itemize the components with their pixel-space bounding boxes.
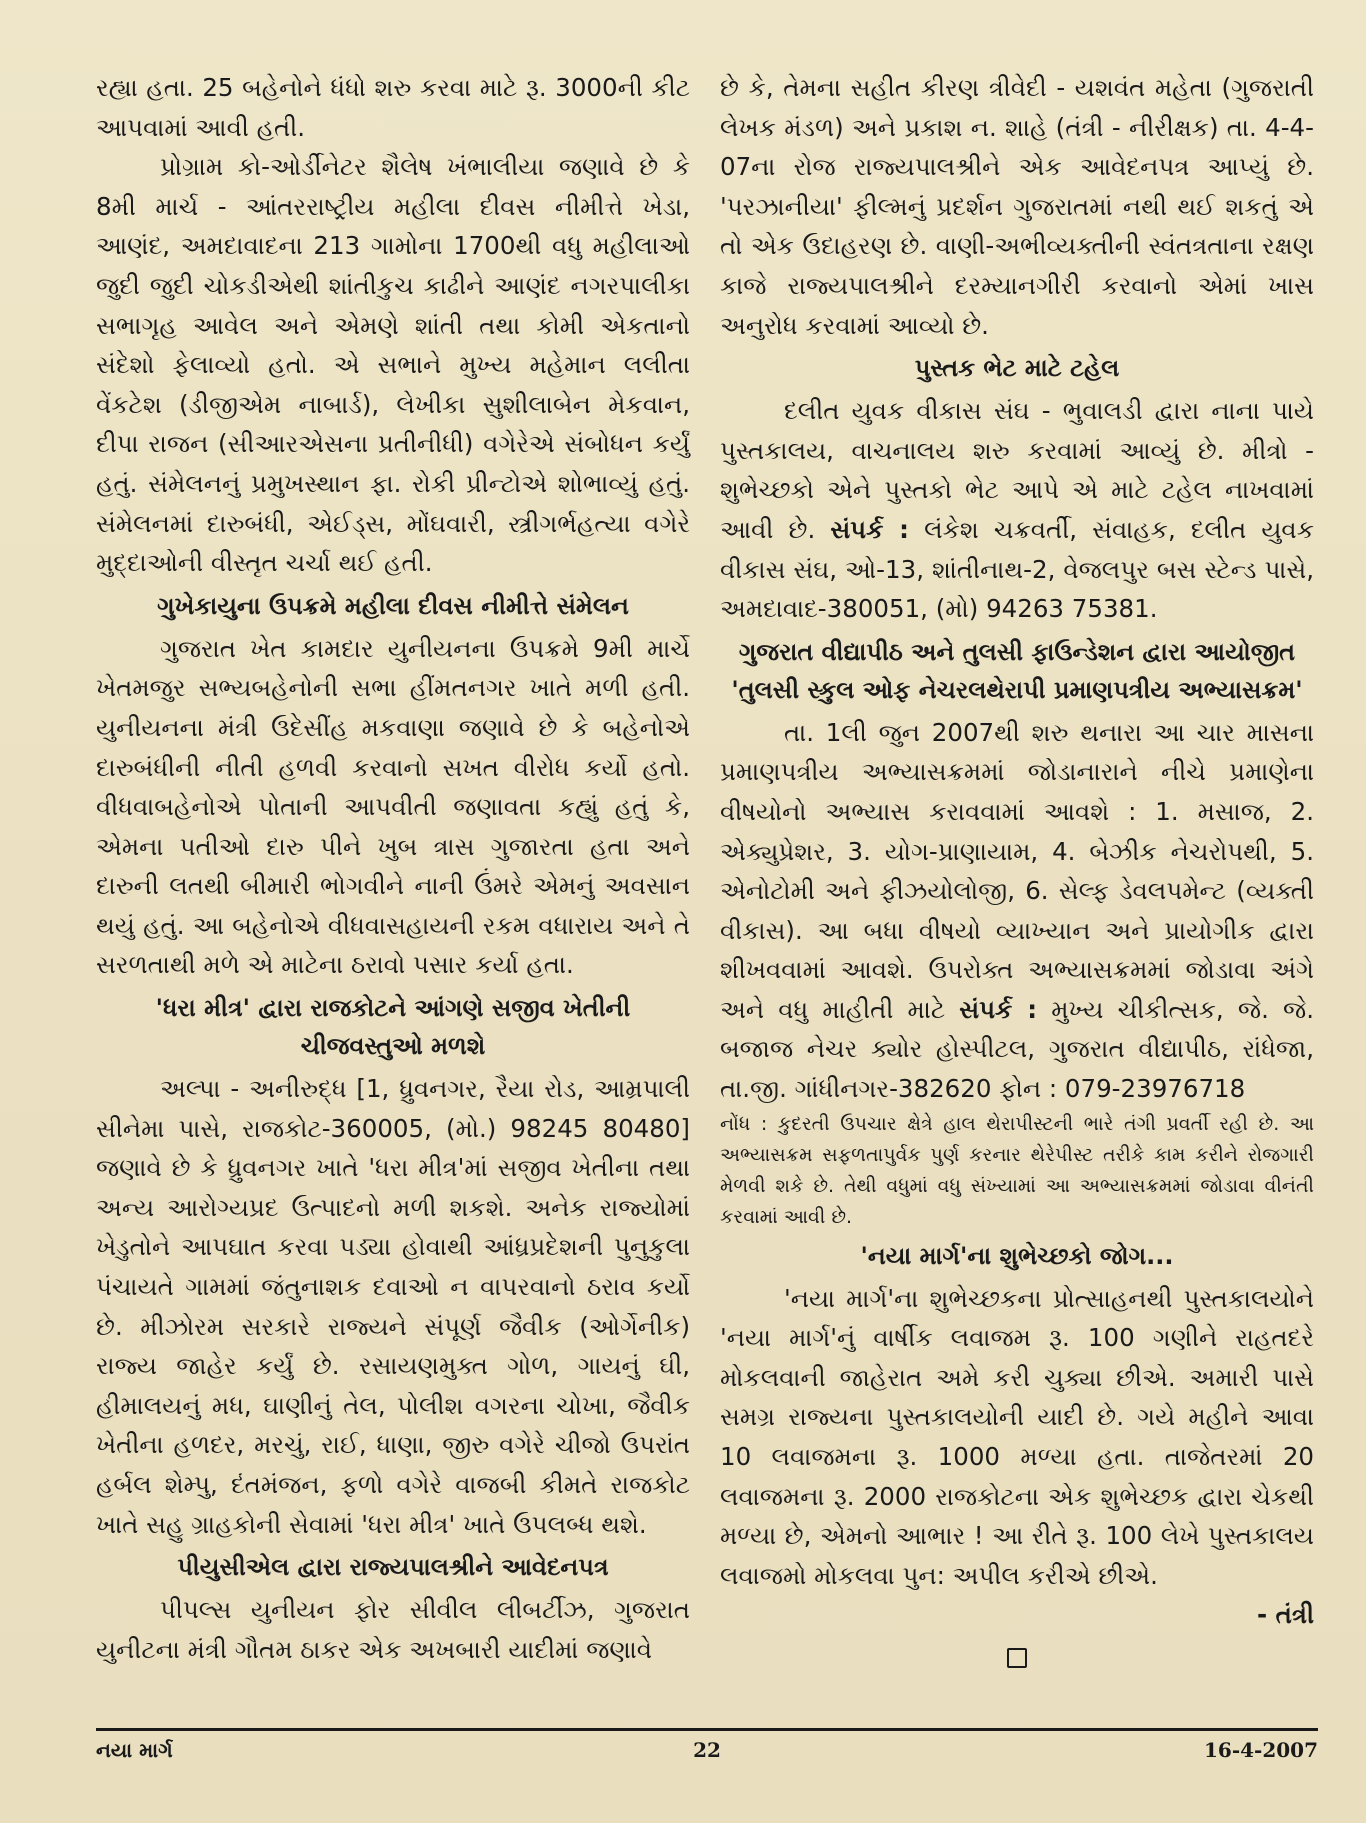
section-subheading: 'તુલસી સ્કુલ ઓફ નેચરલથેરાપી પ્રમાણપત્રીય અભ્યાસક્રમ'	[731, 675, 1303, 704]
square-icon	[1007, 1648, 1027, 1668]
section-heading: ગુજરાત વીદ્યાપીઠ અને તુલસી ફાઉન્ડેશન દ્વારા આયોજીત	[738, 637, 1296, 666]
article-columns	[96, 68, 1314, 1710]
paragraph: 'નયા માર્ગ'ના શુભેચ્છકના પ્રોત્સાહનથી પુસ્તકાલયોને 'નયા માર્ગ'નું વાર્ષીક લવાજમ રૂ. 100 ગણીને રાહતદરે મોકલવાની જાહેરાત અમે કરી ચુક્યા છીએ. અમારી પાસે સમગ્ર રાજ્યના પુસ્તકાલયોની યાદી છે. ગયે મહીને આવા 10 લવાજમના રૂ. 1000 મળ્યા હતા. તાજેતરમાં 20 લવાજમના રૂ. 2000 રાજકોટના એક શુભેચ્છક દ્વારા ચેકથી મળ્યા છે, એમનો આભાર ! આ રીતે રૂ. 100 લેખે પુસ્તકાલય લવાજમો મોકલવા પુન: અપીલ કરીએ છીએ.	[720, 1283, 1314, 1590]
contact-label: સંપર્ક :	[830, 514, 909, 544]
page-number: 22	[693, 1738, 721, 1762]
section-heading: ગુખેકાયુના ઉપક્રમે મહીલા દીવસ નીમીત્તે સંમેલન	[157, 591, 629, 620]
paragraph	[720, 713, 1314, 1109]
right-column	[720, 68, 1314, 1710]
paragraph: અલ્પા - અનીરુદ્ધ [1, ધ્રુવનગર, રૈયા રોડ, આમ્રપાલી સીનેમા પાસે, રાજકોટ-360005, (મો.) 98245 80480] જણાવે છે કે ધ્રુવનગર ખાતે 'ધરા મીત્ર'માં સજીવ ખેતીના તથા અન્ય આરોગ્યપ્રદ ઉત્પાદનો મળી શકશે. અનેક રાજ્યોમાં ખેડુતોને આપઘાત કરવા પડ્યા હોવાથી આંધ્રપ્રદેશની પુનુકુલા પંચાયતે ગામમાં જંતુનાશક દવાઓ ન વાપરવાનો ઠરાવ કર્યો છે. મીઝોરમ સરકારે રાજ્યને સંપૂર્ણ જૈવીક (ઓર્ગેનીક) રાજ્ય જાહેર કર્યું છે. રસાયણમુક્ત ગોળ, ગાયનું ઘી, હીમાલયનું મધ, ઘાણીનું તેલ, પોલીશ વગરના ચોખા, જૈવીક ખેતીના હળદર, મરચું, રાઈ, ધાણા, જીરુ વગેરે ચીજો ઉપરાંત હર્બલ શેમ્પુ, દંતમંજન, ફળો વગેરે વાજબી કીમતે રાજકોટ ખાતે સહુ ગ્રાહકોની સેવામાં 'ધરા મીત્ર' ખાતે ઉપલબ્ધ થશે.	[96, 1074, 690, 1539]
section-heading: 'ધરા મીત્ર' દ્વારા રાજકોટને આંગણે સજીવ ખેતીની ચીજવસ્તુઓ મળશે	[155, 994, 631, 1061]
paragraph: છે કે, તેમના સહીત કીરણ ત્રીવેદી - યશવંત મહેતા (ગુજરાતી લેખક મંડળ) અને પ્રકાશ ન. શાહે (તંત્રી - નીરીક્ષક) તા. 4-4-07ના રોજ રાજ્યપાલશ્રીને એક આવેદનપત્ર આપ્યું છે. 'પરઝાનીયા' ફીલ્મનું પ્રદર્શન ગુજરાતમાં નથી થઈ શકતું એ તો એક ઉદાહરણ છે. વાણી-અભીવ્યક્તીની સ્વંતત્રતાના રક્ષણ કાજે રાજ્યપાલશ્રીને દરમ્યાનગીરી કરવાનો એમાં ખાસ અનુરોધ કરવામાં આવ્યો છે.	[720, 73, 1314, 340]
paragraph-text: લંકેશ ચક્રવર્તી, સંવાહક, દલીત યુવક વીકાસ સંઘ, ઓ-13, શાંતીનાથ-2, વેજલપુર બસ સ્ટેન્ડ પાસે, અમદાવાદ-380051, (મો) 94263 75381.	[720, 514, 1314, 624]
section-heading: પુસ્તક ભેટ માટે ટહેલ	[914, 354, 1120, 383]
paragraph: પીપલ્સ યુનીયન ફોર સીવીલ લીબર્ટીઝ, ગુજરાત યુનીટના મંત્રી ગૌતમ ઠાકર એક અખબારી યાદીમાં જણાવે	[96, 1595, 690, 1664]
end-mark	[720, 1637, 1314, 1677]
section-heading: 'નયા માર્ગ'ના શુભેચ્છકો જોગ...	[860, 1241, 1174, 1270]
paragraph: પ્રોગ્રામ કો-ઓર્ડીનેટર શૈલેષ ખંભાલીયા જણાવે છે કે 8મી માર્ચ - આંતરરાષ્ટ્રીય મહીલા દીવસ નીમીત્તે ખેડા, આણંદ, અમદાવાદના 213 ગામોના 1700થી વધુ મહીલાઓ જુદી જુદી ચોકડીએથી શાંતીકુચ કાઢીને આણંદ નગરપાલીકા સભાગૃહ આવેલ અને એમણે શાંતી તથા કોમી એકતાનો સંદેશો ફેલાવ્યો હતો. એ સભાને મુખ્ય મહેમાન લલીતા વેંકટેશ (ડીજીએમ નાબાર્ડ), લેખીકા સુશીલાબેન મેકવાન, દીપા રાજન (સીઆરએસના પ્રતીનીધી) વગેરેએ સંબોધન કર્યું હતું. સંમેલનનું પ્રમુખસ્થાન ફા. રોકી પ્રીન્ટોએ શોભાવ્યું હતું. સંમેલનમાં દારુબંધી, એઈડ્સ, મોંઘવારી, સ્ત્રીગર્ભહત્યા વગેરે મુદ્દાઓની વીસ્તૃત ચર્ચા થઈ હતી.	[96, 152, 690, 578]
section-heading: પીયુસીએલ દ્વારા રાજ્યપાલશ્રીને આવેદનપત્ર	[177, 1553, 609, 1582]
paragraph	[720, 391, 1314, 629]
publication-name: નયા માર્ગ	[96, 1738, 173, 1762]
paragraph-text: મુખ્ય ચીકીત્સક, જે. જે. બજાજ નેચર ક્યોર હોસ્પીટલ, ગુજરાત વીદ્યાપીઠ, રાંધેજા, તા.જી. ગાંધીનગર-382620 ફોન : 079-23976718	[720, 994, 1314, 1104]
paragraph: ગુજરાત ખેત કામદાર યુનીયનના ઉપક્રમે 9મી માર્ચે ખેતમજુર સભ્યબહેનોની સભા હીંમતનગર ખાતે મળી હતી. યુનીયનના મંત્રી ઉદેસીંહ મકવાણા જણાવે છે કે બહેનોએ દારુબંધીની નીતી હળવી કરવાનો સખત વીરોધ કર્યો હતો. વીધવાબહેનોએ પોતાની આપવીતી જણાવતા કહ્યું હતું કે, એમના પતીઓ દારુ પીને ખુબ ત્રાસ ગુજારતા હતા અને દારુની લતથી બીમારી ભોગવીને નાની ઉંમરે એમનું અવસાન થયું હતું. આ બહેનોએ વીધવાસહાયની રકમ વધારાય અને તે સરળતાથી મળે એ માટેના ઠરાવો પસાર કર્યા હતા.	[96, 633, 690, 980]
footer-divider	[96, 1728, 1318, 1731]
paragraph: રહ્યા હતા. 25 બહેનોને ધંધો શરુ કરવા માટે રૂ. 3000ની કીટ આપવામાં આવી હતી.	[96, 73, 690, 142]
contact-label: સંપર્ક :	[959, 994, 1038, 1024]
issue-date: 16-4-2007	[1203, 1738, 1318, 1762]
paragraph-text: દલીત યુવક વીકાસ સંઘ - ભુવાલડી દ્વારા નાના પાયે પુસ્તકાલય, વાચનાલય શરુ કરવામાં આવ્યું છે. મીત્રો - શુભેચ્છકો એને પુસ્તકો ભેટ આપે એ માટે ટહેલ નાખવામાં આવી છે.	[720, 396, 1314, 544]
note: નોંધ : કુદરતી ઉપચાર ક્ષેત્રે હાલ થેરાપીસ્ટની ભારે તંગી પ્રવર્તી રહી છે. આ અભ્યાસક્રમ સફળતાપુર્વક પુર્ણ કરનાર થેરેપીસ્ટ તરીકે કામ કરીને રોજગારી મેળવી શકે છે. તેથી વધુમાં વધુ સંખ્યામાં આ અભ્યાસક્રમમાં જોડાવા વીનંતી કરવામાં આવી છે.	[720, 1112, 1314, 1228]
paragraph-text: તા. 1લી જુન 2007થી શરુ થનારા આ ચાર માસના પ્રમાણપત્રીય અભ્યાસક્રમમાં જોડાનારાને નીચે પ્રમાણેના વીષયોનો અભ્યાસ કરાવવામાં આવશે : 1. મસાજ, 2. એક્યુપ્રેશર, 3. યોગ-પ્રાણાયામ, 4. બેઝીક નેચરોપથી, 5. એનોટોમી અને ફીઝયોલોજી, 6. સેલ્ફ ડેવલપમેન્ટ (વ્યક્તી વીકાસ). આ બધા વીષયો વ્યાખ્યાન અને પ્રાયોગીક દ્વારા શીખવવામાં આવશે. ઉપરોક્ત અભ્યાસક્રમમાં જોડાવા અંગે અને વધુ માહીતી માટે	[720, 717, 1314, 1024]
left-column	[96, 68, 690, 1710]
page-footer	[96, 1738, 1318, 1762]
signature: - તંત્રી	[1256, 1600, 1314, 1630]
